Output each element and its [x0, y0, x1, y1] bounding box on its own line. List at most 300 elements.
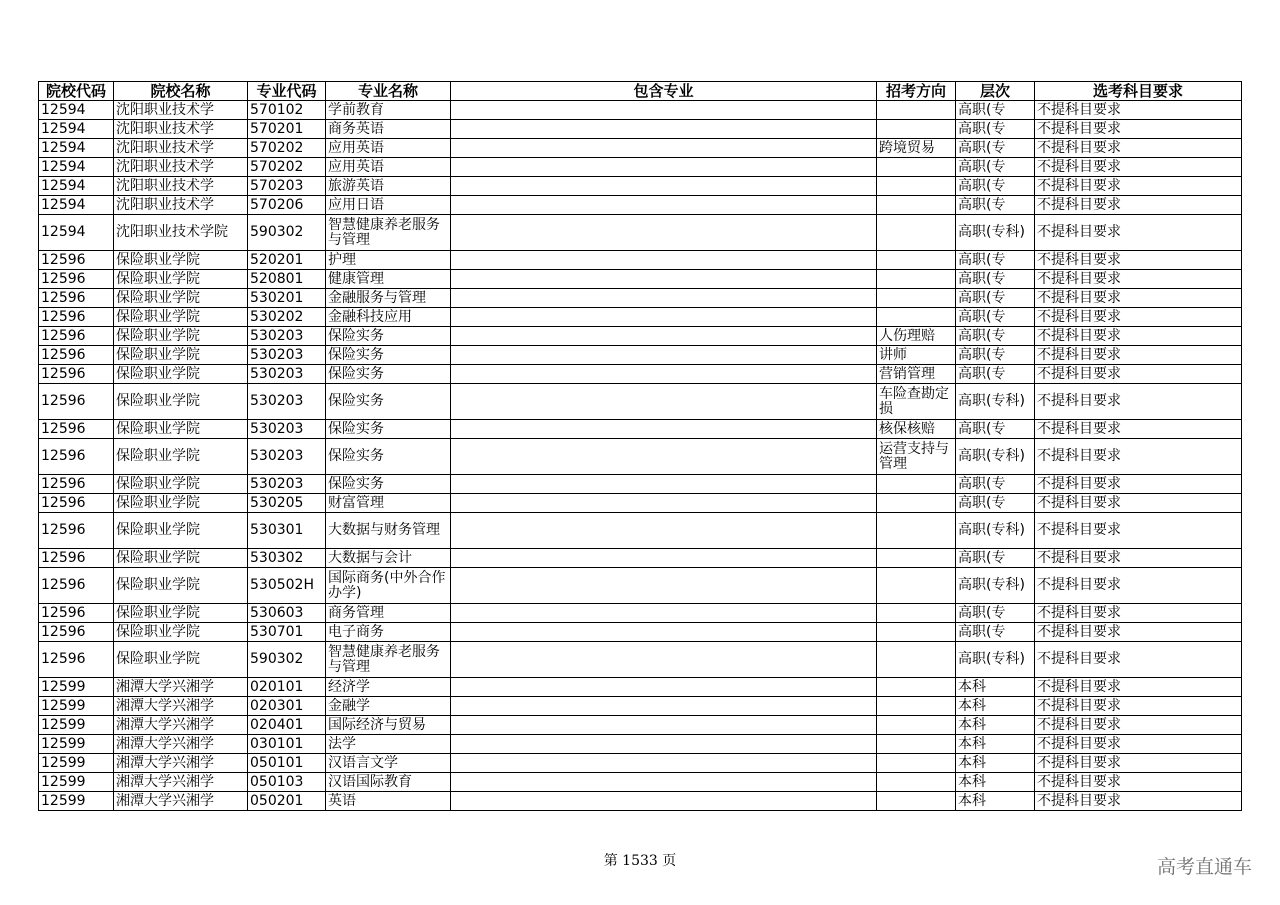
cell-school-code: 12594 [39, 139, 114, 158]
cell-major-name: 应用英语 [326, 158, 451, 177]
cell-school-code: 12596 [39, 420, 114, 439]
cell-direction [877, 158, 956, 177]
cell-level: 高职(专 [956, 420, 1035, 439]
cell-major-code: 570202 [248, 158, 326, 177]
cell-school-code: 12596 [39, 513, 114, 549]
cell-direction [877, 549, 956, 568]
cell-school-code: 12596 [39, 327, 114, 346]
cell-school-code: 12596 [39, 308, 114, 327]
cell-school-name: 湘潭大学兴湘学 [114, 773, 248, 792]
cell-major-name: 商务管理 [326, 604, 451, 623]
table-row [39, 365, 1242, 384]
cell-included-majors [451, 494, 877, 513]
cell-level: 高职(专科) [956, 642, 1035, 678]
cell-subject-requirement: 不提科目要求 [1035, 697, 1242, 716]
cell-school-name: 保险职业学院 [114, 604, 248, 623]
cell-subject-requirement: 不提科目要求 [1035, 120, 1242, 139]
cell-direction [877, 475, 956, 494]
cell-direction [877, 568, 956, 604]
cell-major-name: 应用日语 [326, 196, 451, 215]
cell-school-code: 12596 [39, 494, 114, 513]
cell-level: 高职(专科) [956, 215, 1035, 251]
cell-school-code: 12596 [39, 475, 114, 494]
cell-subject-requirement: 不提科目要求 [1035, 365, 1242, 384]
cell-direction [877, 697, 956, 716]
table-row [39, 549, 1242, 568]
cell-subject-requirement: 不提科目要求 [1035, 439, 1242, 475]
cell-major-name: 保险实务 [326, 346, 451, 365]
cell-level: 本科 [956, 697, 1035, 716]
cell-direction [877, 678, 956, 697]
cell-included-majors [451, 549, 877, 568]
cell-level: 高职(专科) [956, 513, 1035, 549]
table-body [39, 101, 1242, 811]
cell-direction: 跨境贸易 [877, 139, 956, 158]
cell-subject-requirement: 不提科目要求 [1035, 101, 1242, 120]
cell-included-majors [451, 251, 877, 270]
cell-major-name: 保险实务 [326, 365, 451, 384]
cell-school-name: 沈阳职业技术学 [114, 177, 248, 196]
cell-included-majors [451, 365, 877, 384]
cell-school-code: 12599 [39, 754, 114, 773]
cell-school-name: 保险职业学院 [114, 251, 248, 270]
cell-subject-requirement: 不提科目要求 [1035, 215, 1242, 251]
cell-level: 高职(专 [956, 308, 1035, 327]
cell-school-code: 12594 [39, 215, 114, 251]
cell-subject-requirement: 不提科目要求 [1035, 735, 1242, 754]
cell-included-majors [451, 101, 877, 120]
cell-direction [877, 735, 956, 754]
cell-major-code: 530203 [248, 346, 326, 365]
cell-school-code: 12596 [39, 270, 114, 289]
cell-school-name: 沈阳职业技术学院 [114, 215, 248, 251]
cell-school-code: 12599 [39, 773, 114, 792]
cell-major-code: 530203 [248, 420, 326, 439]
cell-major-name: 学前教育 [326, 101, 451, 120]
cell-level: 高职(专 [956, 120, 1035, 139]
table-row [39, 792, 1242, 811]
cell-school-code: 12599 [39, 792, 114, 811]
watermark: 高考直通车 [1156, 856, 1252, 878]
cell-included-majors [451, 420, 877, 439]
table-row [39, 420, 1242, 439]
cell-included-majors [451, 697, 877, 716]
cell-school-code: 12596 [39, 365, 114, 384]
cell-school-name: 湘潭大学兴湘学 [114, 678, 248, 697]
cell-included-majors [451, 439, 877, 475]
cell-major-code: 520201 [248, 251, 326, 270]
table-row [39, 120, 1242, 139]
cell-direction: 人伤理赔 [877, 327, 956, 346]
cell-major-code: 530201 [248, 289, 326, 308]
cell-level: 高职(专 [956, 365, 1035, 384]
cell-included-majors [451, 623, 877, 642]
table-row [39, 678, 1242, 697]
table-row [39, 270, 1242, 289]
table-row [39, 494, 1242, 513]
cell-direction [877, 101, 956, 120]
cell-school-name: 湘潭大学兴湘学 [114, 697, 248, 716]
cell-major-code: 570201 [248, 120, 326, 139]
cell-level: 高职(专科) [956, 568, 1035, 604]
cell-direction: 车险查勘定损 [877, 384, 956, 420]
cell-direction [877, 289, 956, 308]
cell-school-code: 12596 [39, 604, 114, 623]
cell-major-name: 汉语国际教育 [326, 773, 451, 792]
cell-included-majors [451, 270, 877, 289]
cell-subject-requirement: 不提科目要求 [1035, 177, 1242, 196]
cell-major-name: 智慧健康养老服务与管理 [326, 215, 451, 251]
table-row [39, 158, 1242, 177]
cell-major-code: 530701 [248, 623, 326, 642]
cell-direction [877, 215, 956, 251]
cell-school-name: 保险职业学院 [114, 568, 248, 604]
cell-direction [877, 308, 956, 327]
cell-major-code: 530502H [248, 568, 326, 604]
cell-included-majors [451, 735, 877, 754]
cell-included-majors [451, 196, 877, 215]
cell-major-name: 保险实务 [326, 327, 451, 346]
cell-included-majors [451, 716, 877, 735]
cell-major-code: 530302 [248, 549, 326, 568]
cell-school-name: 沈阳职业技术学 [114, 120, 248, 139]
cell-level: 高职(专 [956, 494, 1035, 513]
cell-level: 高职(专 [956, 251, 1035, 270]
cell-major-code: 530203 [248, 327, 326, 346]
cell-major-name: 大数据与会计 [326, 549, 451, 568]
cell-major-name: 大数据与财务管理 [326, 513, 451, 549]
table-row [39, 716, 1242, 735]
cell-major-code: 530603 [248, 604, 326, 623]
cell-direction [877, 623, 956, 642]
cell-major-code: 050101 [248, 754, 326, 773]
cell-level: 高职(专 [956, 549, 1035, 568]
cell-major-name: 健康管理 [326, 270, 451, 289]
cell-major-code: 590302 [248, 215, 326, 251]
cell-school-name: 保险职业学院 [114, 623, 248, 642]
cell-level: 高职(专 [956, 289, 1035, 308]
cell-school-name: 保险职业学院 [114, 384, 248, 420]
cell-major-code: 050103 [248, 773, 326, 792]
cell-school-code: 12599 [39, 735, 114, 754]
cell-subject-requirement: 不提科目要求 [1035, 678, 1242, 697]
cell-level: 高职(专 [956, 327, 1035, 346]
col-header-subject-requirement: 选考科目要求 [1035, 82, 1242, 101]
cell-level: 本科 [956, 792, 1035, 811]
cell-major-code: 530301 [248, 513, 326, 549]
col-header-school-name: 院校名称 [114, 82, 248, 101]
cell-school-name: 保险职业学院 [114, 327, 248, 346]
cell-subject-requirement: 不提科目要求 [1035, 642, 1242, 678]
cell-direction [877, 642, 956, 678]
cell-included-majors [451, 568, 877, 604]
cell-direction: 讲师 [877, 346, 956, 365]
cell-major-name: 国际经济与贸易 [326, 716, 451, 735]
cell-included-majors [451, 327, 877, 346]
cell-subject-requirement: 不提科目要求 [1035, 773, 1242, 792]
cell-subject-requirement: 不提科目要求 [1035, 139, 1242, 158]
cell-school-code: 12596 [39, 623, 114, 642]
cell-school-code: 12599 [39, 678, 114, 697]
cell-direction [877, 754, 956, 773]
page-number: 第 1533 页 [603, 853, 677, 869]
cell-major-name: 电子商务 [326, 623, 451, 642]
cell-subject-requirement: 不提科目要求 [1035, 716, 1242, 735]
cell-major-name: 保险实务 [326, 420, 451, 439]
cell-major-code: 020401 [248, 716, 326, 735]
cell-major-code: 530203 [248, 475, 326, 494]
cell-major-name: 商务英语 [326, 120, 451, 139]
cell-major-name: 英语 [326, 792, 451, 811]
cell-school-code: 12594 [39, 177, 114, 196]
cell-school-code: 12596 [39, 384, 114, 420]
col-header-included-majors: 包含专业 [451, 82, 877, 101]
cell-major-code: 030101 [248, 735, 326, 754]
cell-subject-requirement: 不提科目要求 [1035, 327, 1242, 346]
cell-major-code: 530203 [248, 384, 326, 420]
cell-school-name: 湘潭大学兴湘学 [114, 792, 248, 811]
cell-major-name: 保险实务 [326, 475, 451, 494]
cell-level: 高职(专科) [956, 384, 1035, 420]
cell-major-name: 金融学 [326, 697, 451, 716]
table-row [39, 215, 1242, 251]
table-row [39, 568, 1242, 604]
cell-school-name: 保险职业学院 [114, 549, 248, 568]
cell-level: 高职(专 [956, 101, 1035, 120]
cell-school-code: 12596 [39, 251, 114, 270]
cell-level: 本科 [956, 716, 1035, 735]
cell-direction: 运营支持与管理 [877, 439, 956, 475]
cell-direction [877, 120, 956, 139]
cell-major-name: 保险实务 [326, 439, 451, 475]
cell-included-majors [451, 384, 877, 420]
cell-major-name: 财富管理 [326, 494, 451, 513]
cell-subject-requirement: 不提科目要求 [1035, 384, 1242, 420]
cell-school-code: 12599 [39, 716, 114, 735]
cell-level: 高职(专 [956, 158, 1035, 177]
cell-level: 本科 [956, 773, 1035, 792]
cell-major-name: 应用英语 [326, 139, 451, 158]
cell-level: 本科 [956, 678, 1035, 697]
table-row [39, 604, 1242, 623]
cell-school-code: 12596 [39, 642, 114, 678]
cell-direction [877, 177, 956, 196]
cell-included-majors [451, 475, 877, 494]
cell-school-code: 12594 [39, 158, 114, 177]
table-row [39, 754, 1242, 773]
cell-direction [877, 196, 956, 215]
cell-major-name: 智慧健康养老服务与管理 [326, 642, 451, 678]
cell-subject-requirement: 不提科目要求 [1035, 604, 1242, 623]
cell-level: 高职(专 [956, 475, 1035, 494]
table-row [39, 513, 1242, 549]
cell-major-code: 050201 [248, 792, 326, 811]
cell-direction: 核保核赔 [877, 420, 956, 439]
table-row [39, 251, 1242, 270]
table-row [39, 773, 1242, 792]
cell-major-code: 570202 [248, 139, 326, 158]
col-header-school-code: 院校代码 [39, 82, 114, 101]
cell-major-code: 530202 [248, 308, 326, 327]
cell-major-code: 520801 [248, 270, 326, 289]
cell-school-name: 保险职业学院 [114, 494, 248, 513]
cell-level: 高职(专 [956, 139, 1035, 158]
cell-major-code: 590302 [248, 642, 326, 678]
cell-major-name: 汉语言文学 [326, 754, 451, 773]
col-header-major-code: 专业代码 [248, 82, 326, 101]
cell-school-name: 沈阳职业技术学 [114, 196, 248, 215]
table-row [39, 308, 1242, 327]
cell-included-majors [451, 346, 877, 365]
cell-subject-requirement: 不提科目要求 [1035, 346, 1242, 365]
cell-school-name: 沈阳职业技术学 [114, 101, 248, 120]
cell-subject-requirement: 不提科目要求 [1035, 623, 1242, 642]
cell-included-majors [451, 604, 877, 623]
table-row [39, 346, 1242, 365]
cell-school-name: 保险职业学院 [114, 513, 248, 549]
cell-major-code: 530203 [248, 365, 326, 384]
cell-school-name: 湘潭大学兴湘学 [114, 754, 248, 773]
table-row [39, 642, 1242, 678]
cell-school-code: 12594 [39, 196, 114, 215]
col-header-direction: 招考方向 [877, 82, 956, 101]
cell-subject-requirement: 不提科目要求 [1035, 289, 1242, 308]
table-row [39, 475, 1242, 494]
cell-school-name: 保险职业学院 [114, 289, 248, 308]
cell-school-name: 保险职业学院 [114, 420, 248, 439]
cell-included-majors [451, 177, 877, 196]
cell-major-name: 保险实务 [326, 384, 451, 420]
cell-school-code: 12596 [39, 439, 114, 475]
table-row [39, 139, 1242, 158]
table-row [39, 735, 1242, 754]
cell-subject-requirement: 不提科目要求 [1035, 494, 1242, 513]
cell-school-name: 湘潭大学兴湘学 [114, 735, 248, 754]
cell-direction [877, 494, 956, 513]
cell-school-name: 保险职业学院 [114, 270, 248, 289]
cell-included-majors [451, 139, 877, 158]
cell-school-name: 保险职业学院 [114, 346, 248, 365]
cell-major-name: 法学 [326, 735, 451, 754]
table-row [39, 623, 1242, 642]
cell-direction [877, 773, 956, 792]
col-header-major-name: 专业名称 [326, 82, 451, 101]
cell-school-name: 保险职业学院 [114, 365, 248, 384]
cell-school-name: 沈阳职业技术学 [114, 158, 248, 177]
cell-level: 本科 [956, 735, 1035, 754]
cell-school-name: 保险职业学院 [114, 642, 248, 678]
cell-level: 高职(专 [956, 623, 1035, 642]
table-row [39, 327, 1242, 346]
cell-level: 高职(专 [956, 270, 1035, 289]
cell-school-name: 沈阳职业技术学 [114, 139, 248, 158]
cell-school-name: 保险职业学院 [114, 308, 248, 327]
cell-level: 高职(专 [956, 346, 1035, 365]
cell-included-majors [451, 678, 877, 697]
cell-level: 高职(专 [956, 604, 1035, 623]
cell-level: 高职(专 [956, 196, 1035, 215]
cell-included-majors [451, 792, 877, 811]
cell-direction [877, 792, 956, 811]
cell-subject-requirement: 不提科目要求 [1035, 754, 1242, 773]
cell-level: 高职(专科) [956, 439, 1035, 475]
cell-school-code: 12596 [39, 549, 114, 568]
cell-subject-requirement: 不提科目要求 [1035, 420, 1242, 439]
cell-school-code: 12599 [39, 697, 114, 716]
cell-direction [877, 270, 956, 289]
cell-included-majors [451, 642, 877, 678]
cell-major-name: 护理 [326, 251, 451, 270]
cell-subject-requirement: 不提科目要求 [1035, 308, 1242, 327]
header-row [39, 82, 1242, 101]
cell-major-code: 570203 [248, 177, 326, 196]
cell-school-name: 湘潭大学兴湘学 [114, 716, 248, 735]
cell-subject-requirement: 不提科目要求 [1035, 270, 1242, 289]
cell-direction [877, 716, 956, 735]
cell-major-name: 旅游英语 [326, 177, 451, 196]
table-row [39, 289, 1242, 308]
cell-major-code: 020101 [248, 678, 326, 697]
cell-included-majors [451, 120, 877, 139]
cell-included-majors [451, 215, 877, 251]
cell-direction [877, 604, 956, 623]
table-row [39, 439, 1242, 475]
table-row [39, 177, 1242, 196]
cell-subject-requirement: 不提科目要求 [1035, 251, 1242, 270]
cell-school-code: 12596 [39, 289, 114, 308]
cell-direction [877, 513, 956, 549]
cell-major-name: 国际商务(中外合作办学) [326, 568, 451, 604]
cell-major-code: 570102 [248, 101, 326, 120]
cell-included-majors [451, 308, 877, 327]
cell-included-majors [451, 773, 877, 792]
col-header-level: 层次 [956, 82, 1035, 101]
cell-school-name: 保险职业学院 [114, 475, 248, 494]
cell-major-name: 金融服务与管理 [326, 289, 451, 308]
table-row [39, 384, 1242, 420]
cell-subject-requirement: 不提科目要求 [1035, 513, 1242, 549]
cell-school-name: 保险职业学院 [114, 439, 248, 475]
cell-school-code: 12596 [39, 568, 114, 604]
cell-included-majors [451, 158, 877, 177]
table-row [39, 697, 1242, 716]
cell-subject-requirement: 不提科目要求 [1035, 792, 1242, 811]
cell-major-code: 570206 [248, 196, 326, 215]
table-row [39, 196, 1242, 215]
cell-major-code: 530203 [248, 439, 326, 475]
cell-subject-requirement: 不提科目要求 [1035, 475, 1242, 494]
cell-major-name: 金融科技应用 [326, 308, 451, 327]
cell-major-code: 020301 [248, 697, 326, 716]
cell-level: 高职(专 [956, 177, 1035, 196]
cell-major-code: 530205 [248, 494, 326, 513]
cell-major-name: 经济学 [326, 678, 451, 697]
cell-school-code: 12594 [39, 101, 114, 120]
cell-direction [877, 251, 956, 270]
cell-subject-requirement: 不提科目要求 [1035, 568, 1242, 604]
table-row [39, 101, 1242, 120]
cell-included-majors [451, 754, 877, 773]
admission-table [38, 81, 1242, 811]
cell-subject-requirement: 不提科目要求 [1035, 549, 1242, 568]
cell-school-code: 12594 [39, 120, 114, 139]
cell-direction: 营销管理 [877, 365, 956, 384]
cell-included-majors [451, 289, 877, 308]
cell-level: 本科 [956, 754, 1035, 773]
cell-subject-requirement: 不提科目要求 [1035, 158, 1242, 177]
cell-subject-requirement: 不提科目要求 [1035, 196, 1242, 215]
cell-school-code: 12596 [39, 346, 114, 365]
